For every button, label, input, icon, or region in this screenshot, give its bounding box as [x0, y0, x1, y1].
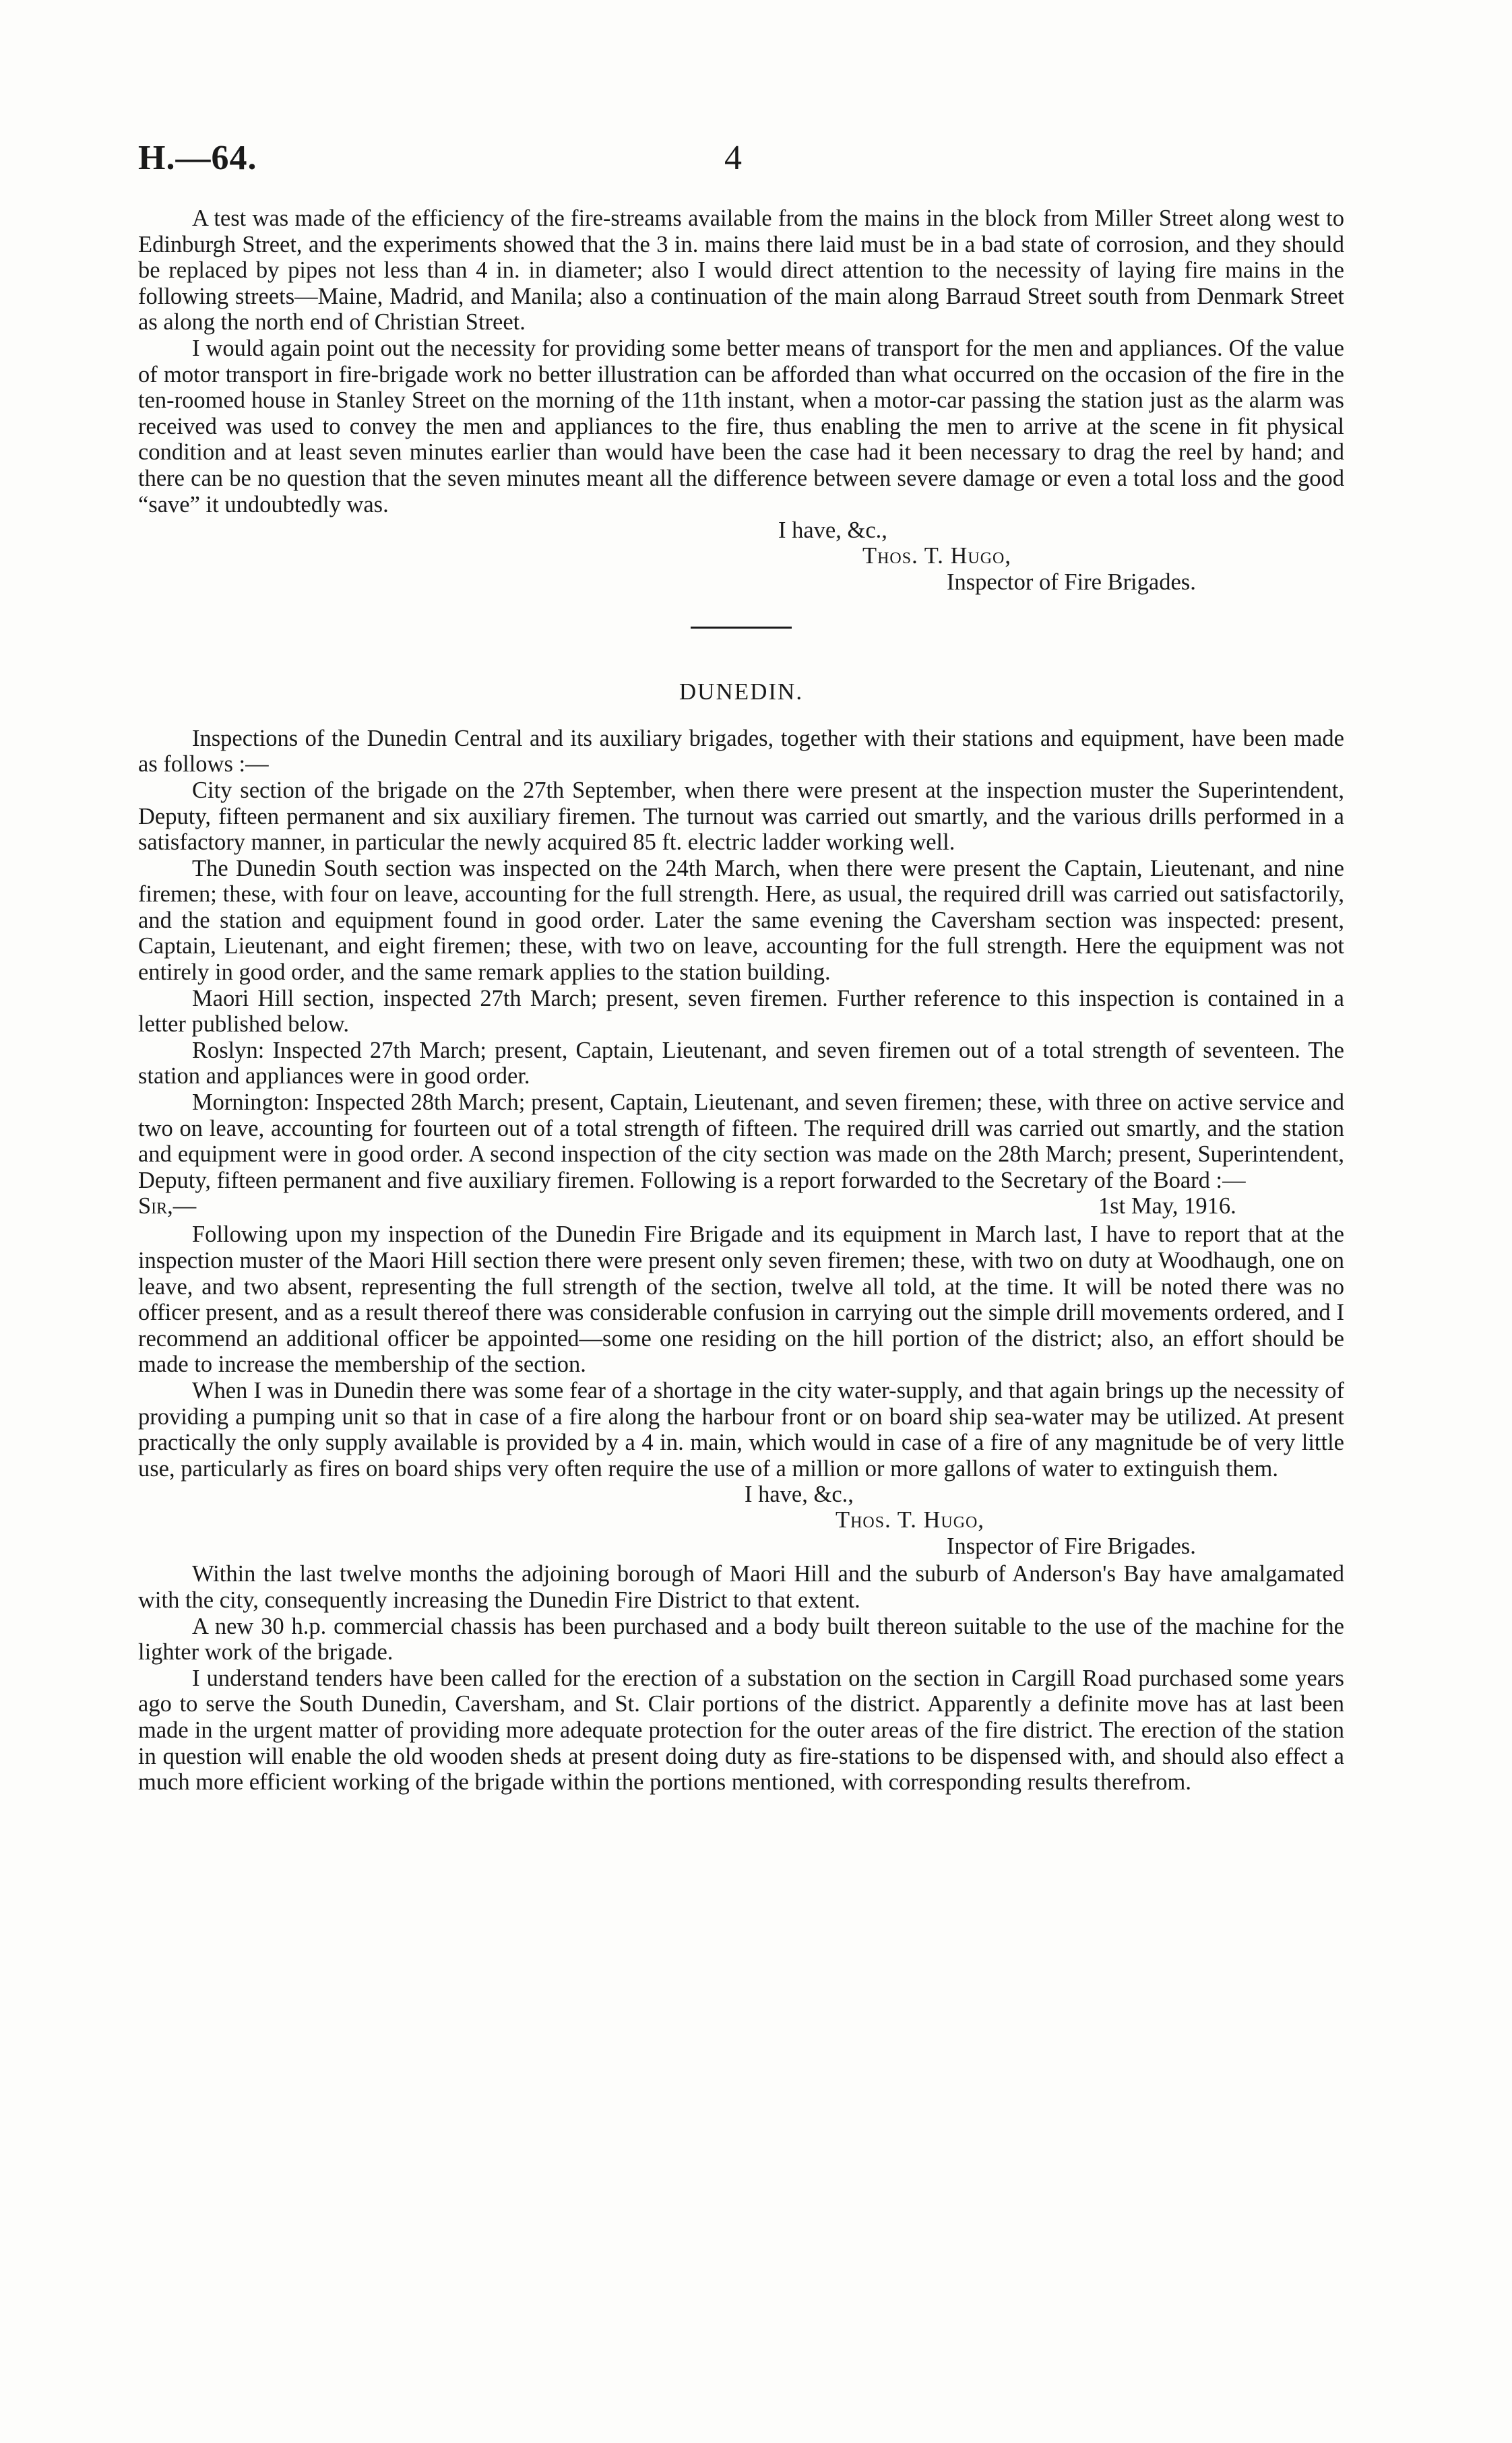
signatory-title: Inspector of Fire Brigades. [947, 569, 1196, 596]
report-signoff [138, 517, 1344, 621]
document-reference: H.—64. [138, 139, 257, 177]
page-header [138, 138, 1344, 185]
paragraph: A new 30 h.p. commercial chassis has been purchased and a body built thereon suitable to the use of the machine for the lighter work of the brigade. [138, 1613, 1344, 1665]
section-heading: DUNEDIN. [679, 678, 804, 705]
paragraph: Mornington: Inspected 28th March; present, Captain, Lieutenant, and seven firemen; these, with three on active service and two on leave, accounting for fourteen out of a total strength of fifteen. The required drill was carried out smartly, and the station and equipment were in good order. A second inspection of the city section was made on the 28th March; present, Superintendent, Deputy, fifteen permanent and five auxiliary firemen. Following is a report forwarded to the Secretary of the Board :— [138, 1089, 1344, 1193]
signatory-name: Thos. T. Hugo, [862, 543, 1012, 569]
paragraph: Inspections of the Dunedin Central and its auxiliary brigades, together with their stations and equipment, have been made as follows :— [138, 725, 1344, 778]
signatory-name: Thos. T. Hugo, [836, 1507, 985, 1533]
signatory-title: Inspector of Fire Brigades. [947, 1533, 1196, 1560]
letter-header [138, 1193, 1344, 1222]
page-number: 4 [724, 139, 742, 177]
paragraph: I understand tenders have been called for the erection of a substation on the section in Cargill Road purchased some years ago to serve the South Dunedin, Caversham, and St. Clair portions of the district. Apparently a definite move has at last been made in the urgent matter of providing more adequate protection for the outer areas of the fire district. The erection of the station in question will enable the old wooden sheds at present doing duty as fire-stations to be dispensed with, and should also effect a much more efficient working of the brigade within the portions mentioned, with corresponding results therefrom. [138, 1665, 1344, 1796]
paragraph: Within the last twelve months the adjoining borough of Maori Hill and the suburb of Anderson's Bay have amalgamated with the city, consequently increasing the Dunedin Fire District to that extent. [138, 1561, 1344, 1613]
letter-paragraph: When I was in Dunedin there was some fear of a shortage in the city water-supply, and that again brings up the necessity of providing a pumping unit so that in case of a fire along the harbour front or on board ship sea-water may be utilized. At present practically the only supply available is provided by a 4 in. main, which would in case of a fire of any magnitude be of very little use, particularly as fires on board ships very often require the use of a million or more gallons of water to extinguish them. [138, 1377, 1344, 1482]
paragraph: Maori Hill section, inspected 27th March; present, seven firemen. Further reference to this inspection is contained in a letter published below. [138, 985, 1344, 1038]
closing-line: I have, &c., [745, 1482, 854, 1508]
letter-signoff [138, 1482, 1344, 1561]
page-body [138, 205, 1344, 1796]
paragraph: The Dunedin South section was inspected on the 24th March, when there were present the Captain, Lieutenant, and nine firemen; these, with four on leave, accounting for the full strength. Here, as usual, the required drill was carried out satisfactorily, and the station and equipment found in good order. Later the same evening the Caversham section was inspected: present, Captain, Lieutenant, and eight firemen; these, with two on leave, accounting for the full strength. Here the equipment was not entirely in good order, and the same remark applies to the station building. [138, 855, 1344, 986]
closing-line: I have, &c., [778, 517, 887, 544]
divider-rule [691, 627, 792, 629]
letter-paragraph: Following upon my inspection of the Dunedin Fire Brigade and its equipment in March last, I have to report that at the inspection muster of the Maori Hill section there were present only seven firemen; these, with two on duty at Woodhaugh, one on leave, and two absent, representing the full strength of the section, twelve all told, at the time. It will be noted there was no officer present, and as a result thereof there was considerable confusion in carrying out the simple drill movements ordered, and I recommend an additional officer be appointed—some one residing on the hill portion of the district; also, an effort should be made to increase the membership of the section. [138, 1222, 1344, 1378]
paragraph: A test was made of the efficiency of the fire-streams available from the mains in the block from Miller Street along west to Edinburgh Street, and the experiments showed that the 3 in. mains there laid must be in a bad state of corrosion, and they should be replaced by pipes not less than 4 in. in diameter; also I would direct attention to the necessity of laying fire mains in the following streets—Maine, Madrid, and Manila; also a continuation of the main along Barraud Street south from Denmark Street as along the north end of Christian Street. [138, 205, 1344, 336]
paragraph: I would again point out the necessity for providing some better means of transport for the men and appliances. Of the value of motor transport in fire-brigade work no better illustration can be afforded than what occurred on the occasion of the fire in the ten-roomed house in Stanley Street on the morning of the 11th instant, when a motor-car passing the station just as the alarm was received was used to convey the men and appliances to the fire, thus enabling the men to arrive at the scene in fit physical condition and at least seven minutes earlier than would have been the case had it been necessary to drag the reel by hand; and there can be no question that the seven minutes meant all the difference between severe damage or even a total loss and the good “save” it undoubtedly was. [138, 335, 1344, 517]
paragraph: City section of the brigade on the 27th September, when there were present at the inspection muster the Superintendent, Deputy, fifteen permanent and six auxiliary firemen. The turnout was carried out smartly, and the various drills performed in a satisfactory manner, in particular the newly acquired 85 ft. electric ladder working well. [138, 777, 1344, 856]
paragraph: Roslyn: Inspected 27th March; present, Captain, Lieutenant, and seven firemen out of a total strength of seventeen. The station and appliances were in good order. [138, 1037, 1344, 1089]
letter-date: 1st May, 1916. [1098, 1193, 1236, 1219]
section-divider [138, 621, 1344, 654]
letter-salutation: Sir,— [138, 1193, 197, 1219]
